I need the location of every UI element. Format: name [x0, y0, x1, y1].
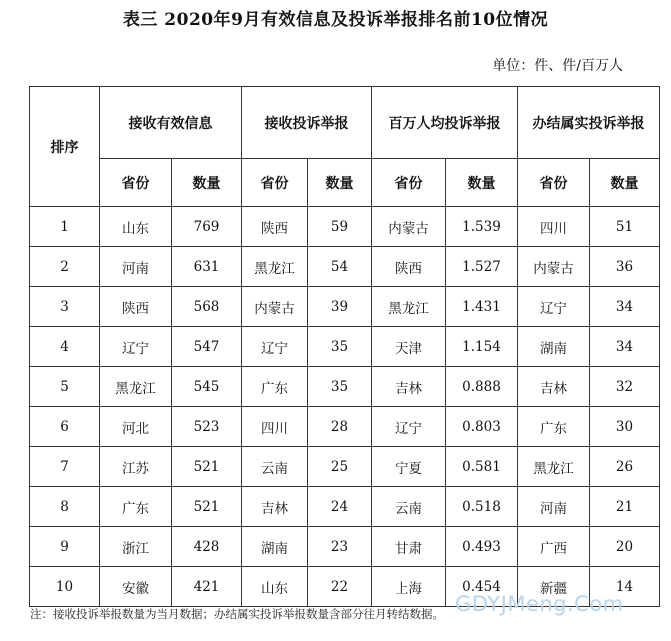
province-cell: 黑龙江 — [372, 287, 446, 327]
province-cell: 吉林 — [372, 367, 446, 407]
header-province: 省份 — [100, 159, 172, 207]
count-cell: 0.454 — [446, 567, 518, 607]
province-cell: 甘肃 — [372, 527, 446, 567]
count-cell: 34 — [590, 327, 660, 367]
count-cell: 36 — [590, 247, 660, 287]
province-cell: 内蒙古 — [372, 207, 446, 247]
rank-cell: 1 — [30, 207, 100, 247]
count-cell: 521 — [172, 447, 242, 487]
count-cell: 0.803 — [446, 407, 518, 447]
province-cell: 吉林 — [242, 487, 308, 527]
header-rank: 排序 — [30, 87, 100, 207]
header-count: 数量 — [172, 159, 242, 207]
table-body — [30, 207, 660, 607]
rank-cell: 4 — [30, 327, 100, 367]
table-row — [30, 407, 660, 447]
ranking-table — [29, 86, 660, 607]
count-cell: 34 — [590, 287, 660, 327]
province-cell: 河南 — [518, 487, 590, 527]
province-cell: 陕西 — [242, 207, 308, 247]
count-cell: 23 — [308, 527, 372, 567]
province-cell: 四川 — [242, 407, 308, 447]
count-cell: 568 — [172, 287, 242, 327]
rank-cell: 3 — [30, 287, 100, 327]
rank-cell: 10 — [30, 567, 100, 607]
province-cell: 安徽 — [100, 567, 172, 607]
province-cell: 广东 — [518, 407, 590, 447]
count-cell: 30 — [590, 407, 660, 447]
province-cell: 广东 — [242, 367, 308, 407]
province-cell: 辽宁 — [100, 327, 172, 367]
count-cell: 631 — [172, 247, 242, 287]
province-cell: 广西 — [518, 527, 590, 567]
table-row — [30, 327, 660, 367]
count-cell: 769 — [172, 207, 242, 247]
count-cell: 28 — [308, 407, 372, 447]
unit-label: 单位：件、件/百万人 — [492, 58, 623, 74]
count-cell: 26 — [590, 447, 660, 487]
province-cell: 内蒙古 — [242, 287, 308, 327]
count-cell: 547 — [172, 327, 242, 367]
count-cell: 1.527 — [446, 247, 518, 287]
header-group-valid-info: 接收有效信息 — [100, 87, 242, 159]
province-cell: 山东 — [242, 567, 308, 607]
province-cell: 湖南 — [518, 327, 590, 367]
count-cell: 0.493 — [446, 527, 518, 567]
count-cell: 59 — [308, 207, 372, 247]
rank-cell: 6 — [30, 407, 100, 447]
province-cell: 云南 — [372, 487, 446, 527]
header-province: 省份 — [372, 159, 446, 207]
province-cell: 新疆 — [518, 567, 590, 607]
rank-cell: 8 — [30, 487, 100, 527]
province-cell: 浙江 — [100, 527, 172, 567]
rank-cell: 5 — [30, 367, 100, 407]
table-row — [30, 287, 660, 327]
table-row — [30, 247, 660, 287]
province-cell: 云南 — [242, 447, 308, 487]
province-cell: 陕西 — [372, 247, 446, 287]
province-cell: 湖南 — [242, 527, 308, 567]
province-cell: 山东 — [100, 207, 172, 247]
count-cell: 1.539 — [446, 207, 518, 247]
count-cell: 428 — [172, 527, 242, 567]
count-cell: 545 — [172, 367, 242, 407]
count-cell: 0.581 — [446, 447, 518, 487]
page-title: 表三 2020年9月有效信息及投诉举报排名前10位情况 — [122, 10, 549, 30]
count-cell: 521 — [172, 487, 242, 527]
count-cell: 523 — [172, 407, 242, 447]
rank-cell: 7 — [30, 447, 100, 487]
count-cell: 35 — [308, 327, 372, 367]
count-cell: 20 — [590, 527, 660, 567]
table-row — [30, 207, 660, 247]
province-cell: 广东 — [100, 487, 172, 527]
province-cell: 四川 — [518, 207, 590, 247]
province-cell: 辽宁 — [518, 287, 590, 327]
province-cell: 辽宁 — [372, 407, 446, 447]
province-cell: 黑龙江 — [100, 367, 172, 407]
province-cell: 江苏 — [100, 447, 172, 487]
header-row-fields — [30, 159, 660, 207]
watermark: GDYJMeng.Com — [455, 592, 624, 616]
header-province: 省份 — [242, 159, 308, 207]
province-cell: 河北 — [100, 407, 172, 447]
province-cell: 吉林 — [518, 367, 590, 407]
count-cell: 51 — [590, 207, 660, 247]
province-cell: 宁夏 — [372, 447, 446, 487]
header-count: 数量 — [308, 159, 372, 207]
count-cell: 21 — [590, 487, 660, 527]
province-cell: 内蒙古 — [518, 247, 590, 287]
count-cell: 39 — [308, 287, 372, 327]
count-cell: 0.518 — [446, 487, 518, 527]
province-cell: 天津 — [372, 327, 446, 367]
table-row — [30, 447, 660, 487]
count-cell: 1.431 — [446, 287, 518, 327]
rank-cell: 9 — [30, 527, 100, 567]
province-cell: 黑龙江 — [242, 247, 308, 287]
header-province: 省份 — [518, 159, 590, 207]
count-cell: 22 — [308, 567, 372, 607]
count-cell: 421 — [172, 567, 242, 607]
count-cell: 35 — [308, 367, 372, 407]
table-row — [30, 367, 660, 407]
footnote: 注：接收投诉举报数量为当月数据；办结属实投诉举报数量含部分往月转结数据。 — [30, 607, 444, 621]
count-cell: 32 — [590, 367, 660, 407]
count-cell: 24 — [308, 487, 372, 527]
count-cell: 1.154 — [446, 327, 518, 367]
header-group-verified: 办结属实投诉举报 — [518, 87, 660, 159]
header-group-complaints: 接收投诉举报 — [242, 87, 372, 159]
header-group-per-million: 百万人均投诉举报 — [372, 87, 518, 159]
table-row — [30, 487, 660, 527]
province-cell: 上海 — [372, 567, 446, 607]
count-cell: 25 — [308, 447, 372, 487]
count-cell: 14 — [590, 567, 660, 607]
header-row-groups — [30, 87, 660, 159]
table-row — [30, 527, 660, 567]
rank-cell: 2 — [30, 247, 100, 287]
province-cell: 河南 — [100, 247, 172, 287]
count-cell: 0.888 — [446, 367, 518, 407]
count-cell: 54 — [308, 247, 372, 287]
province-cell: 陕西 — [100, 287, 172, 327]
header-count: 数量 — [590, 159, 660, 207]
header-count: 数量 — [446, 159, 518, 207]
province-cell: 辽宁 — [242, 327, 308, 367]
province-cell: 黑龙江 — [518, 447, 590, 487]
